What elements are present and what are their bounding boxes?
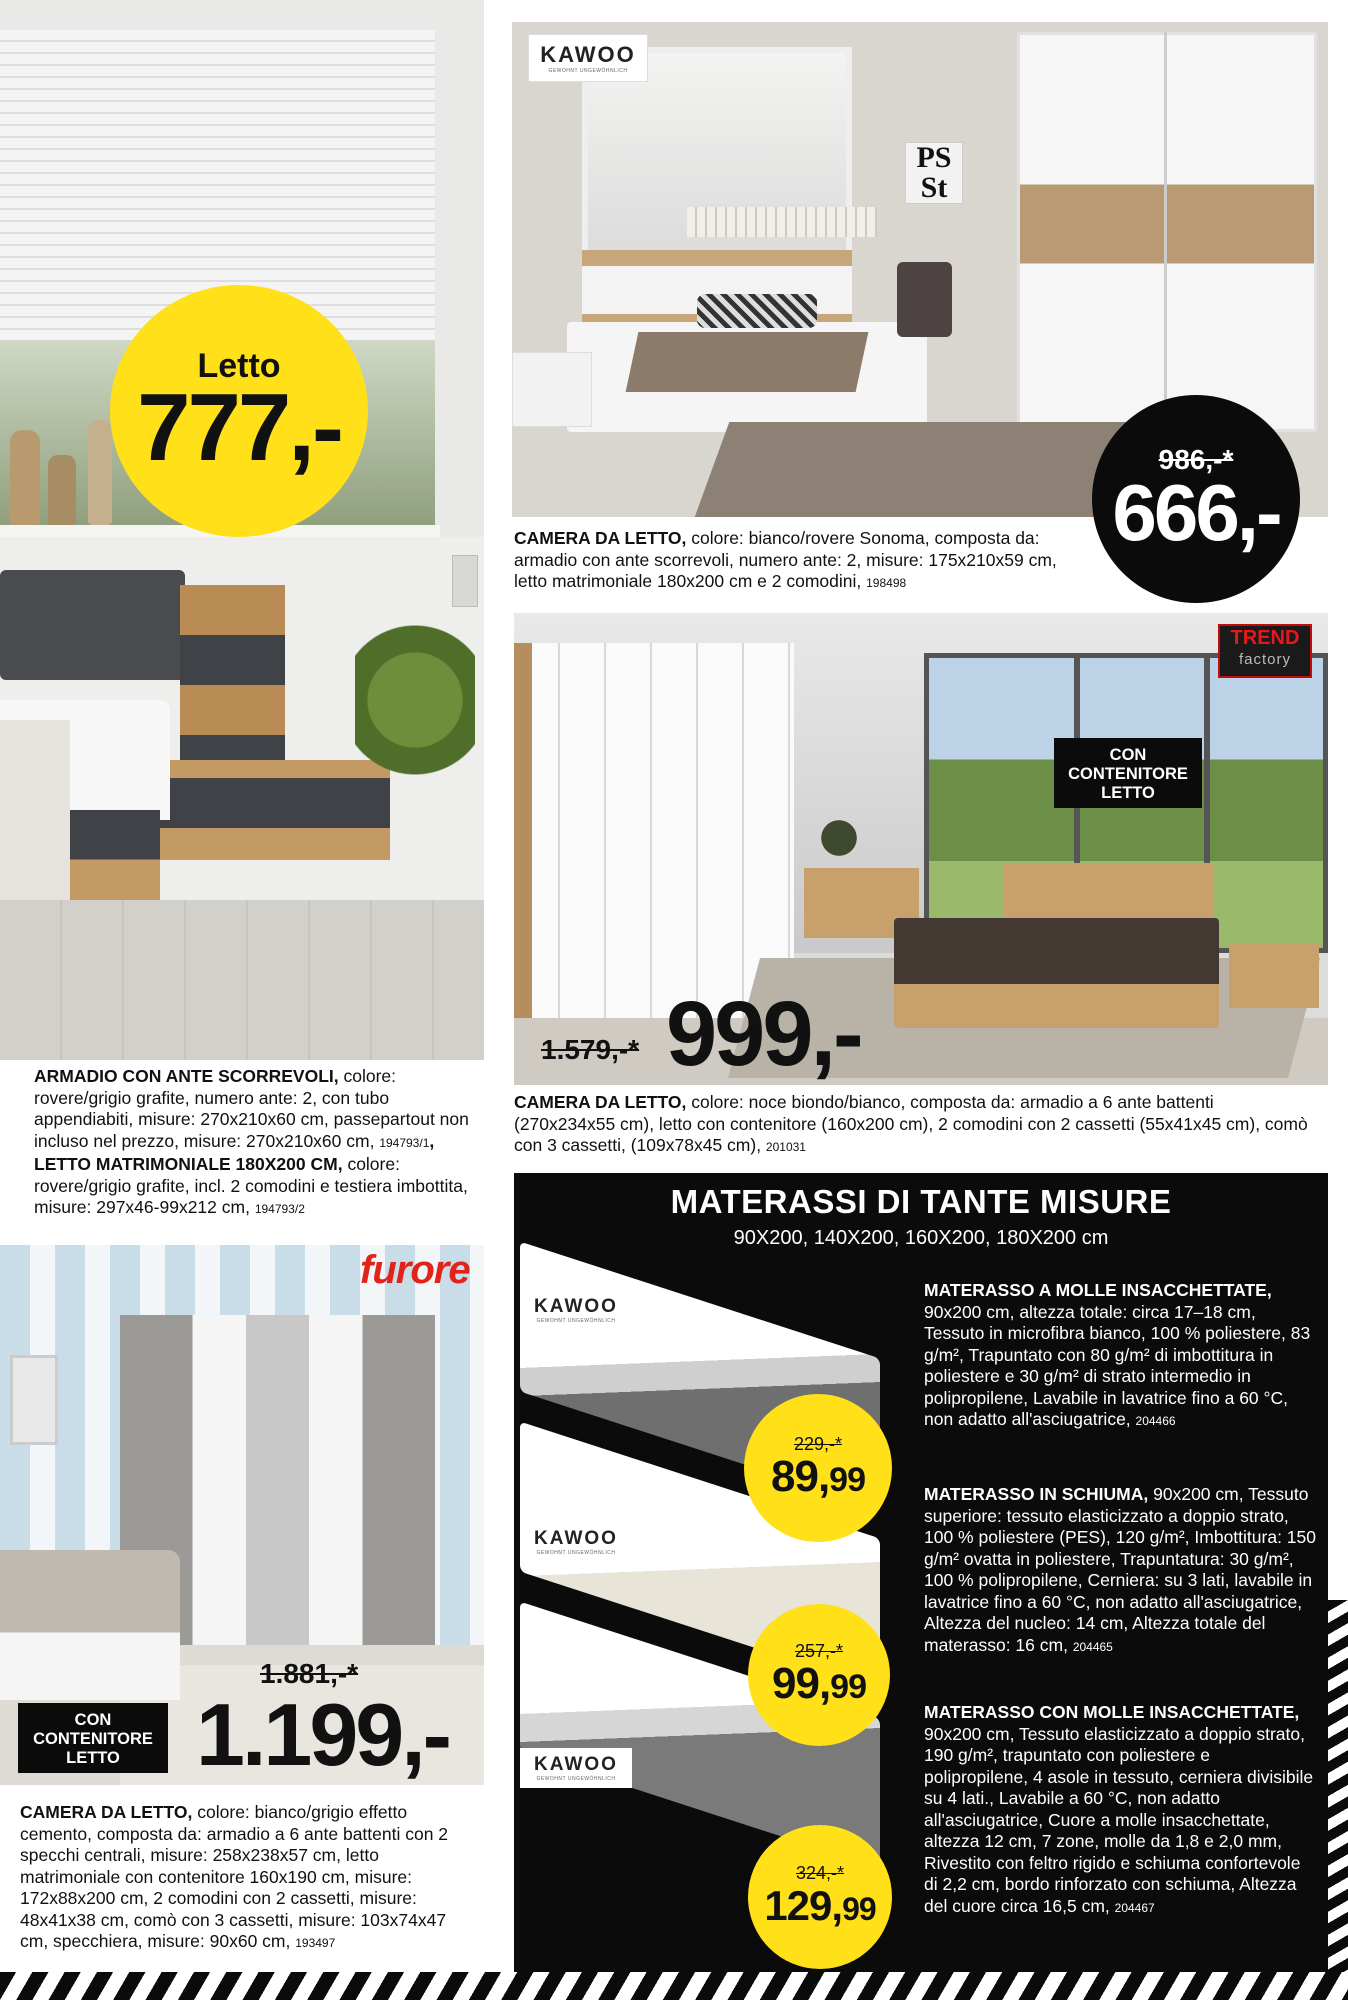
price (772, 1659, 866, 1709)
price-badge-mattress-3 (748, 1825, 892, 1969)
plant (355, 620, 475, 820)
price-cents: 99 (830, 1668, 866, 1706)
price-main: 89, (771, 1452, 830, 1501)
price (764, 1884, 875, 1931)
storage-badge-mid (1054, 738, 1202, 808)
bed-throw (626, 332, 869, 392)
price-badge-mattress-2 (748, 1604, 890, 1746)
brand-name: KAWOO (534, 1296, 618, 1317)
brand-name: KAWOO (534, 1528, 618, 1549)
vase (10, 430, 40, 525)
description-camera-trend (514, 1092, 1314, 1159)
brand-line-2: factory (1238, 651, 1291, 668)
product-title-2: , LETTO MATRIMONIALE 180X200 CM, (34, 1130, 435, 1174)
brand-logo-kawoo (520, 1290, 632, 1330)
picture-frame (10, 1355, 58, 1445)
photo-bedroom-trend-factory (514, 613, 1328, 1085)
price: 1.199,- (196, 1685, 449, 1784)
price-main: 99, (772, 1659, 831, 1708)
decorative-stripes-bottom (0, 1972, 1348, 2000)
badge-price: 777,- (137, 373, 341, 481)
old-price: 324,-* (795, 1863, 845, 1883)
pillows (697, 294, 817, 328)
old-price: 1.579,-* (541, 1034, 640, 1065)
product-text-2: colore: rovere/grigio grafite, incl. 2 comodini e testiera imbottita, misure: 297x46-99x212 cm, (34, 1154, 468, 1217)
brand-name: KAWOO (540, 42, 636, 67)
brand-tagline: GEWOHNT UNGEWÖHNLICH (536, 1776, 616, 1782)
old-price: 229,-* (793, 1434, 843, 1454)
wardrobe (1017, 32, 1317, 432)
brand-logo-trend-factory (1218, 624, 1312, 678)
product-code: 193497 (295, 1936, 336, 1950)
storage-line: LETTO (1101, 784, 1155, 802)
mattress-sizes: 90X200, 140X200, 160X200, 180X200 cm (733, 1227, 1109, 1249)
description-camera-kawoo (514, 528, 1094, 595)
price-cents: 99 (829, 1461, 865, 1499)
nightstand (145, 760, 390, 860)
price-main: 129, (764, 1882, 843, 1929)
mattress-text: 90x200 cm, Tessuto elasticizzato a doppio strato, 190 g/m², trapuntato con poliestere e polipropilene, 4 asole in tessuto, cerniera divisibile su 4 lati., Lavabile a 60 °C, non adatto all'asciugatrice, Cuore a molle insacchettate, altezza 12 cm, 7 zone, molle da 1,8 e 2,0 mm, Rivestito con feltro rigido e schiuma confortevole di 2,2 cm, bordo rinforzato con schiuma, Altezza del cuore circa 16,5 cm, (924, 1723, 1314, 1916)
mattress-desc-3 (924, 1702, 1318, 1919)
brand-logo-kawoo (520, 1748, 632, 1788)
storage-line: CONTENITORE (33, 1730, 153, 1748)
description-armadio-letto (34, 1066, 474, 1221)
brand-logo-kawoo (520, 1522, 632, 1562)
price: 666,- (1112, 468, 1280, 557)
brand-logo-kawoo (528, 34, 648, 82)
old-price: 986,-* (1158, 444, 1234, 475)
shelf-books (687, 207, 877, 237)
mattress-code: 204465 (1072, 1639, 1113, 1654)
product-title: CAMERA DA LETTO, (514, 1092, 687, 1112)
storage-line: LETTO (66, 1749, 120, 1767)
mattress-code: 204467 (1114, 1900, 1155, 1915)
mattress-title: MATERASSO CON MOLLE INSACCHETTATE, (924, 1702, 1300, 1722)
storage-line: CONTENITORE (1068, 765, 1188, 783)
bed (0, 1550, 180, 1700)
bed (894, 918, 1219, 1028)
mattress-desc-1 (924, 1280, 1318, 1433)
armchair (897, 262, 952, 337)
product-code: 194793/1 (379, 1135, 430, 1150)
price: 999,- (666, 983, 861, 1085)
light-switch (452, 555, 478, 607)
storage-line: CON (1109, 746, 1147, 764)
mattress-text: 90x200 cm, Tessuto superiore: tessuto elasticizzato a doppio strato, 100 % poliestere (PES), 120 g/m², Imbottitura: 150 g/m² ovatta in poliestere, Trapuntatura: 30 g/m², 100 % polipropilene, Cerniera: su 3 lati, lavabile in lavatrice fino a 60 °C, non adatto all'asciugatrice, Altezza del nucleo: 14 cm, Altezza totale del materasso: 16 cm, (924, 1484, 1316, 1655)
vase (88, 420, 112, 525)
storage-line: CON (74, 1711, 112, 1729)
brand-tagline: GEWOHNT UNGEWÖHNLICH (536, 1318, 616, 1324)
product-text: colore: bianco/rovere Sonoma, composta da: armadio con ante scorrevoli, numero ante: 2, misure: 175x210x59 cm, letto matrimoniale 180x200 cm e 2 comodini, (514, 528, 1057, 591)
mattress-title: MATERASSO A MOLLE INSACCHETTATE, (924, 1280, 1272, 1300)
price-badge-mattress-1 (744, 1394, 892, 1542)
product-code: 201031 (765, 1140, 806, 1154)
product-title: CAMERA DA LETTO, (514, 528, 687, 548)
wardrobe-side (514, 643, 532, 1018)
wardrobe-6-doors (514, 643, 794, 1018)
mattress-heading: MATERASSI DI TANTE MISURE (670, 1183, 1172, 1220)
bed-blanket (0, 720, 70, 900)
storage-badge-bottom (18, 1703, 168, 1773)
product-title: ARMADIO CON ANTE SCORREVOLI, (34, 1066, 339, 1086)
product-text: colore: noce biondo/bianco, composta da: armadio a 6 ante battenti (270x234x55 cm), letto con contenitore (160x200 cm), 2 comodini con 2 cassetti (55x41x45 cm), comò con 3 cassetti, (109x78x45 cm), (514, 1092, 1308, 1155)
price (771, 1452, 865, 1502)
product-code: 198498 (866, 576, 907, 590)
price-cents: 99 (842, 1891, 876, 1927)
price-badge-letto (110, 285, 368, 537)
product-title: CAMERA DA LETTO, (20, 1802, 193, 1822)
brand-name: KAWOO (534, 1754, 618, 1775)
plant (814, 808, 864, 868)
nightstand (512, 352, 592, 427)
mattress-desc-2 (924, 1484, 1318, 1658)
mattress-text: 90x200 cm, altezza totale: circa 17–18 cm, Tessuto in microfibra bianco, 100 % poliestere, 83 g/m², Trapuntato con 80 g/m² di imbottitura in poliestere e 30 g/m² di strato intermedio in polipropilene, Lavabile in lavatrice fino a 60 °C, non adatto all'asciugatrice, (924, 1301, 1311, 1429)
brand-line-1: TREND (1230, 627, 1300, 649)
description-camera-furore (20, 1802, 476, 1955)
vase (48, 455, 76, 525)
brand-logo-furore: furore (360, 1248, 470, 1292)
wood-panel (180, 585, 285, 785)
mattress-code: 204466 (1135, 1414, 1176, 1428)
mattress-title: MATERASSO IN SCHIUMA, (924, 1484, 1149, 1504)
wardrobe-divider (1164, 32, 1167, 432)
brand-tagline: GEWOHNT UNGEWÖHNLICH (548, 68, 628, 74)
brand-tagline: GEWOHNT UNGEWÖHNLICH (536, 1550, 616, 1556)
floor (0, 900, 484, 1060)
old-price: 257,-* (794, 1641, 844, 1661)
decorative-stripes-right (1328, 1600, 1348, 1972)
product-code-2: 194793/2 (254, 1202, 305, 1216)
old-price: 1.881,-* (260, 1658, 359, 1689)
price-badge-666 (1092, 395, 1300, 603)
product-text: colore: bianco/grigio effetto cemento, composta da: armadio a 6 ante battenti con 2 specchi centrali, misure: 258x238x57 cm, letto matrimoniale con contenitore 160x190 cm, misure: 172x88x200 cm, 2 comodini con 2 cassetti, misure: 48x41x38 cm, comò con 3 cassetti, misure: 103x74x47 cm, specchiera, misure: 90x60 cm, (20, 1802, 449, 1951)
bed-headboard (0, 570, 185, 680)
nightstand (1229, 943, 1319, 1008)
product-text: colore: rovere/grigio grafite, numero ante: 2, con tubo appendiabiti, misure: 270x210x60 cm, passepartout non incluso nel prezzo, misure: 270x210x60 cm, (34, 1066, 469, 1151)
badge-label: Letto (197, 346, 281, 385)
poster-ps-st: PS St (905, 142, 963, 204)
